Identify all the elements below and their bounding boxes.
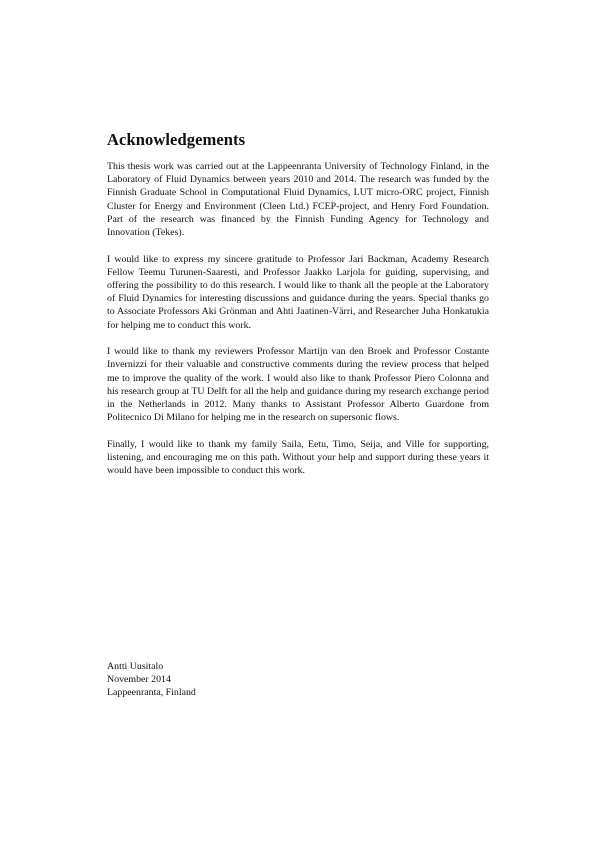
acknowledgements-section (107, 130, 489, 491)
signature-place: Lappeenranta, Finland (107, 687, 196, 699)
signature-block (107, 660, 407, 700)
signature-date: November 2014 (107, 674, 171, 686)
page-title: Acknowledgements (107, 130, 246, 149)
paragraph-supervisors: I would like to express my sincere gratitude to Professor Jari Backman, Academy Research Fellow Teemu Turunen-Saaresti, and Professor Jaakko Larjola for guiding, supervising, and offering the possibility to do this research. I would like to thank all the people at the Laboratory of Fluid Dynamics for interesting discussions and guidance during the years. Special thanks go to Associate Professors Aki Grönman and Ahti Jaatinen-Värri, and Researcher Juha Honkatukia for helping me to conduct this work. (107, 253, 489, 331)
paragraph-family: Finally, I would like to thank my family Saila, Eetu, Timo, Seija, and Ville for supporting, listening, and encouraging me on this path. Without your help and support during these years it would have been impossible to conduct this work. (107, 438, 489, 477)
paragraph-funding: This thesis work was carried out at the Lappeenranta University of Technology Finland, in the Laboratory of Fluid Dynamics between years 2010 and 2014. The research was funded by the Finnish Graduate School in Computational Fluid Dynamics, LUT micro-ORC project, Finnish Cluster for Energy and Environment (Cleen Ltd.) FCEP-project, and Henry Ford Foundation. Part of the research was financed by the Finnish Funding Agency for Technology and Innovation (Tekes). (107, 161, 489, 239)
author-name: Antti Uusitalo (107, 661, 164, 672)
paragraph-reviewers: I would like to thank my reviewers Professor Martijn van den Broek and Professor Costante Invernizzi for their valuable and constructive comments during the review process that helped me to improve the quality of the work. I would also like to thank Professor Piero Colonna and his research group at TU Delft for all the help and guidance during my research exchange period in the Netherlands in 2012. Many thanks to Assistant Professor Alberto Guardone from Politecnico Di Milano for helping me in the research on supersonic flows. (107, 346, 489, 424)
